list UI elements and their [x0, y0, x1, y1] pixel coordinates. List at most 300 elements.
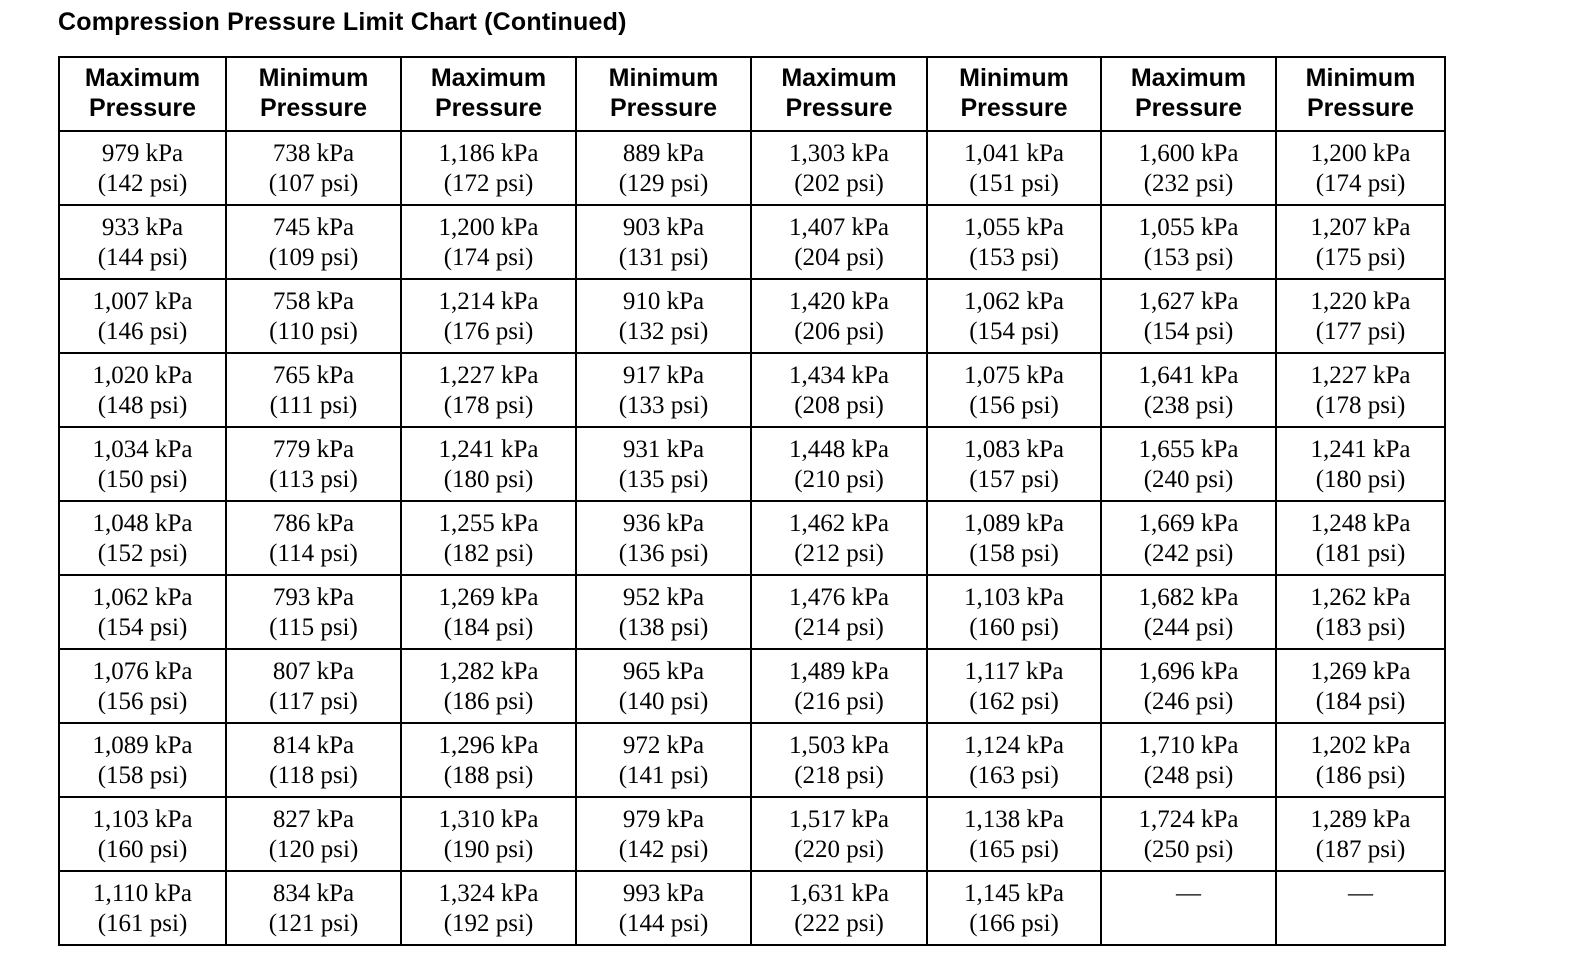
maximum-pressure-cell: [59, 575, 226, 649]
psi-value: (154 psi): [97, 614, 188, 641]
maximum-pressure-cell: [59, 427, 226, 501]
kpa-value: 1,269 kPa: [438, 584, 539, 611]
column-header: [401, 57, 576, 131]
kpa-value: 1,462 kPa: [789, 510, 889, 537]
kpa-value: 814 kPa: [272, 732, 355, 759]
kpa-value: 910 kPa: [622, 288, 705, 315]
minimum-pressure-cell: [1276, 353, 1445, 427]
maximum-pressure-cell: [751, 279, 927, 353]
kpa-value: 1,138 kPa: [964, 806, 1064, 833]
kpa-value: 889 kPa: [622, 140, 705, 167]
psi-value: (154 psi): [1143, 318, 1234, 345]
table-row: [59, 427, 1445, 501]
maximum-pressure-cell: [401, 649, 576, 723]
minimum-pressure-cell: [1276, 427, 1445, 501]
psi-value: (174 psi): [1315, 170, 1406, 197]
header-text: Maximum: [430, 64, 547, 92]
header-text: Minimum: [959, 64, 1069, 92]
minimum-pressure-cell: [927, 205, 1101, 279]
psi-value: (148 psi): [97, 392, 188, 419]
kpa-value: 1,489 kPa: [789, 658, 889, 685]
minimum-pressure-cell: [576, 427, 751, 501]
kpa-value: 952 kPa: [622, 584, 705, 611]
maximum-pressure-cell: [59, 131, 226, 205]
maximum-pressure-cell: [401, 353, 576, 427]
column-header: [1101, 57, 1276, 131]
minimum-pressure-cell: [1276, 649, 1445, 723]
kpa-value: 933 kPa: [101, 214, 184, 241]
minimum-pressure-cell: [927, 723, 1101, 797]
maximum-pressure-cell: [751, 131, 927, 205]
maximum-pressure-cell: [401, 501, 576, 575]
minimum-pressure-cell: [576, 575, 751, 649]
kpa-value: 936 kPa: [622, 510, 705, 537]
kpa-value: 1,517 kPa: [789, 806, 889, 833]
header-text: Minimum: [258, 64, 369, 92]
psi-value: (240 psi): [1143, 466, 1234, 493]
maximum-pressure-cell: [59, 649, 226, 723]
table-row: [59, 205, 1445, 279]
psi-value: (238 psi): [1143, 392, 1234, 419]
maximum-pressure-cell: [401, 131, 576, 205]
psi-value: (190 psi): [443, 836, 534, 863]
minimum-pressure-cell: [576, 871, 751, 945]
maximum-pressure-cell: [1101, 575, 1276, 649]
kpa-value: 1,269 kPa: [1310, 658, 1411, 685]
header-text: Pressure: [259, 94, 368, 122]
table-row: [59, 279, 1445, 353]
header-text: Minimum: [608, 64, 719, 92]
kpa-value: 745 kPa: [272, 214, 355, 241]
header-text: Pressure: [1306, 94, 1415, 122]
psi-value: (161 psi): [97, 910, 188, 937]
psi-value: (110 psi): [269, 318, 358, 345]
psi-value: (151 psi): [969, 170, 1059, 197]
empty-dash: —: [1176, 880, 1201, 907]
psi-value: (162 psi): [969, 688, 1059, 715]
minimum-pressure-cell: [576, 279, 751, 353]
kpa-value: 807 kPa: [272, 658, 355, 685]
psi-value: (242 psi): [1143, 540, 1234, 567]
psi-value: (115 psi): [269, 614, 358, 641]
kpa-value: 738 kPa: [272, 140, 355, 167]
kpa-value: 1,420 kPa: [789, 288, 889, 315]
minimum-pressure-cell: [226, 575, 401, 649]
psi-value: (181 psi): [1315, 540, 1406, 567]
kpa-value: 786 kPa: [272, 510, 355, 537]
kpa-value: 1,124 kPa: [964, 732, 1064, 759]
psi-value: (248 psi): [1143, 762, 1234, 789]
minimum-pressure-cell: [927, 353, 1101, 427]
kpa-value: 1,202 kPa: [1310, 732, 1411, 759]
psi-value: (178 psi): [1315, 392, 1406, 419]
psi-value: (244 psi): [1143, 614, 1234, 641]
maximum-pressure-cell: [751, 205, 927, 279]
header-text: Maximum: [781, 64, 897, 92]
psi-value: (156 psi): [97, 688, 188, 715]
maximum-pressure-cell: [401, 205, 576, 279]
kpa-value: 1,248 kPa: [1310, 510, 1411, 537]
column-header: [226, 57, 401, 131]
maximum-pressure-cell: [1101, 427, 1276, 501]
maximum-pressure-cell: [401, 279, 576, 353]
psi-value: (153 psi): [969, 244, 1059, 271]
minimum-pressure-cell: [927, 427, 1101, 501]
kpa-value: 1,103 kPa: [964, 584, 1064, 611]
psi-value: (118 psi): [269, 762, 358, 789]
maximum-pressure-cell: [59, 723, 226, 797]
psi-value: (163 psi): [969, 762, 1059, 789]
kpa-value: 1,007 kPa: [92, 288, 193, 315]
minimum-pressure-cell: [927, 871, 1101, 945]
minimum-pressure-cell: [576, 723, 751, 797]
psi-value: (144 psi): [618, 910, 709, 937]
psi-value: (246 psi): [1143, 688, 1234, 715]
psi-value: (218 psi): [794, 762, 884, 789]
minimum-pressure-cell: [927, 797, 1101, 871]
kpa-value: 965 kPa: [622, 658, 705, 685]
maximum-pressure-cell: [1101, 723, 1276, 797]
kpa-value: 1,041 kPa: [964, 140, 1064, 167]
maximum-pressure-cell: [401, 723, 576, 797]
psi-value: (214 psi): [794, 614, 884, 641]
kpa-value: 1,103 kPa: [92, 806, 193, 833]
minimum-pressure-cell: [226, 649, 401, 723]
psi-value: (186 psi): [1315, 762, 1406, 789]
psi-value: (135 psi): [618, 466, 709, 493]
psi-value: (142 psi): [618, 836, 709, 863]
psi-value: (153 psi): [1143, 244, 1234, 271]
header-text: Minimum: [1305, 64, 1416, 92]
maximum-pressure-cell: [59, 797, 226, 871]
psi-value: (178 psi): [443, 392, 534, 419]
table-row: [59, 649, 1445, 723]
column-header: [576, 57, 751, 131]
kpa-value: 903 kPa: [622, 214, 705, 241]
psi-value: (210 psi): [794, 466, 884, 493]
table-row: [59, 575, 1445, 649]
psi-value: (206 psi): [794, 318, 884, 345]
kpa-value: 765 kPa: [272, 362, 355, 389]
header-text: Maximum: [84, 64, 201, 92]
minimum-pressure-cell: [1276, 205, 1445, 279]
maximum-pressure-cell: [751, 353, 927, 427]
header-text: Pressure: [434, 94, 543, 122]
minimum-pressure-cell: [927, 649, 1101, 723]
psi-value: (160 psi): [969, 614, 1059, 641]
psi-value: (180 psi): [1315, 466, 1406, 493]
psi-value: (156 psi): [969, 392, 1059, 419]
psi-value: (158 psi): [969, 540, 1059, 567]
header-text: Pressure: [1134, 94, 1243, 122]
psi-value: (204 psi): [794, 244, 884, 271]
psi-value: (138 psi): [618, 614, 709, 641]
kpa-value: 1,655 kPa: [1138, 436, 1239, 463]
minimum-pressure-cell: [226, 723, 401, 797]
kpa-value: 1,034 kPa: [92, 436, 193, 463]
minimum-pressure-cell: [576, 649, 751, 723]
kpa-value: 1,641 kPa: [1138, 362, 1239, 389]
table-row: [59, 353, 1445, 427]
kpa-value: 931 kPa: [622, 436, 705, 463]
minimum-pressure-cell: [927, 131, 1101, 205]
kpa-value: 1,186 kPa: [438, 140, 539, 167]
psi-value: (172 psi): [443, 170, 534, 197]
kpa-value: 1,448 kPa: [789, 436, 889, 463]
psi-value: (121 psi): [268, 910, 359, 937]
minimum-pressure-cell: [226, 205, 401, 279]
maximum-pressure-cell: [1101, 205, 1276, 279]
compression-pressure-table: [58, 56, 1446, 946]
kpa-value: 1,696 kPa: [1138, 658, 1239, 685]
kpa-value: 993 kPa: [622, 880, 705, 907]
maximum-pressure-cell: [1101, 131, 1276, 205]
minimum-pressure-cell: [1276, 871, 1445, 945]
psi-value: (187 psi): [1315, 836, 1406, 863]
maximum-pressure-cell: [1101, 501, 1276, 575]
minimum-pressure-cell: [226, 131, 401, 205]
maximum-pressure-cell: [751, 797, 927, 871]
maximum-pressure-cell: [1101, 871, 1276, 945]
kpa-value: 1,289 kPa: [1310, 806, 1411, 833]
maximum-pressure-cell: [401, 797, 576, 871]
psi-value: (188 psi): [443, 762, 534, 789]
psi-value: (152 psi): [97, 540, 188, 567]
minimum-pressure-cell: [576, 353, 751, 427]
kpa-value: 1,241 kPa: [438, 436, 539, 463]
minimum-pressure-cell: [576, 131, 751, 205]
kpa-value: 779 kPa: [272, 436, 355, 463]
empty-dash: —: [1348, 880, 1373, 907]
minimum-pressure-cell: [576, 205, 751, 279]
column-header: [59, 57, 226, 131]
psi-value: (142 psi): [97, 170, 188, 197]
minimum-pressure-cell: [576, 797, 751, 871]
psi-value: (131 psi): [618, 244, 709, 271]
psi-value: (183 psi): [1315, 614, 1406, 641]
maximum-pressure-cell: [1101, 649, 1276, 723]
kpa-value: 1,682 kPa: [1138, 584, 1239, 611]
table-row: [59, 131, 1445, 205]
kpa-value: 1,710 kPa: [1138, 732, 1239, 759]
header-text: Pressure: [785, 94, 893, 122]
psi-value: (220 psi): [794, 836, 884, 863]
kpa-value: 827 kPa: [272, 806, 355, 833]
psi-value: (136 psi): [618, 540, 709, 567]
minimum-pressure-cell: [576, 501, 751, 575]
header-text: Pressure: [960, 94, 1068, 122]
psi-value: (182 psi): [443, 540, 534, 567]
maximum-pressure-cell: [401, 871, 576, 945]
minimum-pressure-cell: [1276, 797, 1445, 871]
maximum-pressure-cell: [59, 353, 226, 427]
maximum-pressure-cell: [401, 427, 576, 501]
maximum-pressure-cell: [751, 723, 927, 797]
table-row: [59, 797, 1445, 871]
psi-value: (144 psi): [97, 244, 188, 271]
column-header: [1276, 57, 1445, 131]
minimum-pressure-cell: [927, 501, 1101, 575]
kpa-value: 1,207 kPa: [1310, 214, 1411, 241]
kpa-value: 1,262 kPa: [1310, 584, 1411, 611]
psi-value: (165 psi): [969, 836, 1059, 863]
psi-value: (186 psi): [443, 688, 534, 715]
maximum-pressure-cell: [59, 501, 226, 575]
psi-value: (232 psi): [1143, 170, 1234, 197]
kpa-value: 834 kPa: [272, 880, 355, 907]
psi-value: (129 psi): [618, 170, 709, 197]
kpa-value: 1,310 kPa: [438, 806, 539, 833]
psi-value: (208 psi): [794, 392, 884, 419]
psi-value: (111 psi): [269, 392, 358, 419]
kpa-value: 1,476 kPa: [789, 584, 889, 611]
psi-value: (216 psi): [794, 688, 884, 715]
psi-value: (114 psi): [269, 540, 358, 567]
maximum-pressure-cell: [1101, 279, 1276, 353]
kpa-value: 1,407 kPa: [789, 214, 889, 241]
header-text: Pressure: [609, 94, 718, 122]
minimum-pressure-cell: [226, 797, 401, 871]
psi-value: (113 psi): [269, 466, 358, 493]
kpa-value: 1,434 kPa: [789, 362, 889, 389]
kpa-value: 917 kPa: [622, 362, 705, 389]
psi-value: (175 psi): [1315, 244, 1406, 271]
minimum-pressure-cell: [927, 575, 1101, 649]
psi-value: (177 psi): [1315, 318, 1406, 345]
psi-value: (250 psi): [1143, 836, 1234, 863]
minimum-pressure-cell: [226, 871, 401, 945]
header-text: Maximum: [1130, 64, 1247, 92]
maximum-pressure-cell: [751, 575, 927, 649]
minimum-pressure-cell: [1276, 131, 1445, 205]
kpa-value: 1,255 kPa: [438, 510, 539, 537]
maximum-pressure-cell: [1101, 797, 1276, 871]
kpa-value: 1,303 kPa: [789, 140, 889, 167]
kpa-value: 1,048 kPa: [92, 510, 193, 537]
minimum-pressure-cell: [1276, 501, 1445, 575]
kpa-value: 1,020 kPa: [92, 362, 193, 389]
kpa-value: 1,627 kPa: [1138, 288, 1239, 315]
psi-value: (107 psi): [268, 170, 359, 197]
minimum-pressure-cell: [226, 279, 401, 353]
maximum-pressure-cell: [59, 279, 226, 353]
minimum-pressure-cell: [1276, 279, 1445, 353]
psi-value: (117 psi): [269, 688, 358, 715]
kpa-value: 1,220 kPa: [1310, 288, 1411, 315]
kpa-value: 1,227 kPa: [1310, 362, 1411, 389]
psi-value: (140 psi): [618, 688, 709, 715]
kpa-value: 1,110 kPa: [92, 880, 193, 907]
kpa-value: 1,083 kPa: [964, 436, 1064, 463]
psi-value: (184 psi): [1315, 688, 1406, 715]
psi-value: (176 psi): [443, 318, 534, 345]
psi-value: (180 psi): [443, 466, 534, 493]
kpa-value: 1,055 kPa: [964, 214, 1064, 241]
psi-value: (184 psi): [443, 614, 534, 641]
table-row: [59, 871, 1445, 945]
minimum-pressure-cell: [226, 427, 401, 501]
kpa-value: 1,062 kPa: [92, 584, 193, 611]
kpa-value: 1,241 kPa: [1310, 436, 1411, 463]
kpa-value: 979 kPa: [101, 140, 184, 167]
minimum-pressure-cell: [927, 279, 1101, 353]
maximum-pressure-cell: [751, 427, 927, 501]
kpa-value: 1,669 kPa: [1138, 510, 1239, 537]
kpa-value: 1,227 kPa: [438, 362, 539, 389]
kpa-value: 1,282 kPa: [438, 658, 539, 685]
kpa-value: 972 kPa: [622, 732, 705, 759]
maximum-pressure-cell: [751, 649, 927, 723]
kpa-value: 1,214 kPa: [438, 288, 539, 315]
kpa-value: 758 kPa: [272, 288, 355, 315]
table-row: [59, 723, 1445, 797]
header-row: [59, 57, 1445, 131]
kpa-value: 1,200 kPa: [1310, 140, 1411, 167]
maximum-pressure-cell: [59, 205, 226, 279]
kpa-value: 1,075 kPa: [964, 362, 1064, 389]
column-header: [927, 57, 1101, 131]
psi-value: (141 psi): [618, 762, 709, 789]
psi-value: (146 psi): [97, 318, 188, 345]
psi-value: (160 psi): [97, 836, 188, 863]
psi-value: (109 psi): [268, 244, 359, 271]
minimum-pressure-cell: [1276, 723, 1445, 797]
kpa-value: 1,062 kPa: [964, 288, 1064, 315]
psi-value: (133 psi): [618, 392, 709, 419]
kpa-value: 979 kPa: [622, 806, 705, 833]
kpa-value: 1,324 kPa: [438, 880, 539, 907]
psi-value: (212 psi): [794, 540, 884, 567]
kpa-value: 1,200 kPa: [438, 214, 539, 241]
kpa-value: 1,724 kPa: [1138, 806, 1239, 833]
kpa-value: 1,600 kPa: [1138, 140, 1239, 167]
psi-value: (132 psi): [618, 318, 709, 345]
psi-value: (166 psi): [969, 910, 1059, 937]
psi-value: (150 psi): [97, 466, 188, 493]
kpa-value: 1,631 kPa: [789, 880, 889, 907]
psi-value: (192 psi): [443, 910, 534, 937]
psi-value: (120 psi): [268, 836, 359, 863]
header-text: Pressure: [88, 94, 197, 122]
psi-value: (202 psi): [794, 170, 884, 197]
minimum-pressure-cell: [226, 501, 401, 575]
psi-value: (158 psi): [97, 762, 188, 789]
kpa-value: 1,089 kPa: [964, 510, 1064, 537]
kpa-value: 1,503 kPa: [789, 732, 889, 759]
minimum-pressure-cell: [1276, 575, 1445, 649]
kpa-value: 793 kPa: [272, 584, 355, 611]
kpa-value: 1,055 kPa: [1138, 214, 1239, 241]
psi-value: (222 psi): [794, 910, 884, 937]
kpa-value: 1,076 kPa: [92, 658, 193, 685]
maximum-pressure-cell: [751, 871, 927, 945]
kpa-value: 1,089 kPa: [92, 732, 193, 759]
minimum-pressure-cell: [226, 353, 401, 427]
table-title: Compression Pressure Limit Chart (Continued): [58, 8, 627, 36]
kpa-value: 1,117 kPa: [964, 658, 1064, 685]
column-header: [751, 57, 927, 131]
maximum-pressure-cell: [1101, 353, 1276, 427]
table-row: [59, 501, 1445, 575]
psi-value: (157 psi): [969, 466, 1059, 493]
psi-value: (154 psi): [969, 318, 1059, 345]
psi-value: (174 psi): [443, 244, 534, 271]
maximum-pressure-cell: [59, 871, 226, 945]
maximum-pressure-cell: [401, 575, 576, 649]
maximum-pressure-cell: [751, 501, 927, 575]
kpa-value: 1,296 kPa: [438, 732, 539, 759]
kpa-value: 1,145 kPa: [964, 880, 1064, 907]
